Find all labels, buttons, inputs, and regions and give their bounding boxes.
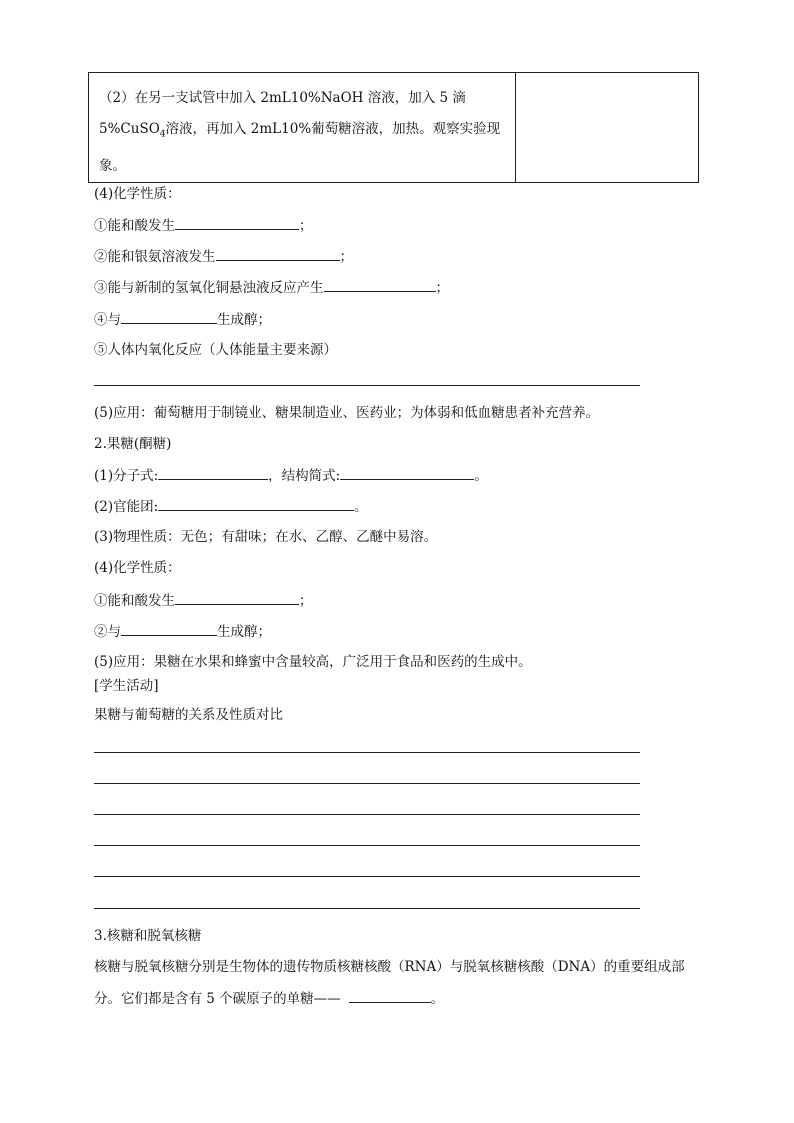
prop-label: ②与 [94,624,121,640]
cell-text-line-1: （2）在另一支试管中加入 2mL10%NaOH 溶液，加入 5 滴 [99,90,466,106]
activity-prompt: 果糖与葡萄糖的关系及性质对比 [94,707,283,723]
formula-suffix: 。 [474,468,488,484]
fill-blank[interactable] [175,215,299,230]
ribose-title: 3.核糖和脱氧核糖 [94,928,202,944]
formula-label: (1)分子式: [94,468,159,484]
prop-label: ①能和酸发生 [94,593,175,609]
ribose-paragraph-line-1: 核糖与脱氧核糖分别是生物体的遗传物质核糖核酸（RNA）与脱氧核糖核酸（DNA）的重要组成部 [94,959,685,975]
fill-blank[interactable] [158,496,354,511]
fructose-prop-2 [94,621,271,642]
glucose-chem-title: (4)化学性质： [94,186,181,202]
glucose-prop-4 [94,309,271,330]
prop-label: ②能和银氨溶液发生 [94,249,216,265]
glucose-prop-5: ⑤人体内氧化反应（人体能量主要来源） [94,342,337,358]
prop-suffix: 生成醇； [217,312,271,328]
cell-text-line-3: 象。 [99,157,126,174]
answer-line[interactable] [94,783,640,784]
fill-blank[interactable] [158,465,268,480]
answer-line[interactable] [94,814,640,815]
fructose-chem-title: (4)化学性质： [94,560,181,576]
answer-line[interactable] [94,385,640,386]
fructose-title: 2.果糖(酮糖) [94,436,172,452]
fructose-use: (5)应用：果糖在水果和蜂蜜中含量较高，广泛用于食品和医药的生成中。 [94,654,532,670]
prop-suffix: ； [299,218,313,234]
answer-line[interactable] [94,908,640,909]
activity-label: [学生活动] [94,678,159,694]
cell-text-line-2b: 溶液，再加入 2mL10%葡萄糖溶液，加热。观察实验现 [165,121,501,137]
prop-label: ③能与新制的氢氧化铜悬浊液反应产生 [94,280,324,296]
ribose-text: 分。它们都是含有 5 个碳原子的单糖—— [94,991,341,1007]
glucose-prop-3 [94,277,449,298]
ribose-paragraph-line-2 [94,988,444,1009]
experiment-step-cell [89,73,516,183]
ribose-suffix: 。 [430,991,445,1007]
fill-blank[interactable] [324,277,436,292]
prop-label: ①能和酸发生 [94,218,175,234]
fill-blank[interactable] [175,590,299,605]
fructose-physical: (3)物理性质：无色；有甜味；在水、乙醇、乙醚中易溶。 [94,529,438,545]
glucose-prop-1 [94,215,313,236]
glucose-prop-2 [94,246,353,267]
prop-suffix: 生成醇； [217,624,271,640]
experiment-table [88,72,699,183]
table-row [89,73,699,183]
fill-blank[interactable] [340,465,474,480]
prop-suffix: ； [339,249,353,265]
subscript-4: 4 [159,129,166,140]
fg-label: (2)官能团: [94,499,159,515]
prop-suffix: ； [435,280,449,296]
fill-blank[interactable] [216,246,340,261]
prop-label: ④与 [94,312,121,328]
fg-suffix: 。 [354,499,368,515]
fill-blank[interactable] [121,309,217,324]
fill-blank[interactable] [121,621,217,636]
cell-text-line-2a: 5%CuSO [99,121,160,137]
structure-label: ，结构简式: [268,468,341,484]
prop-suffix: ； [299,593,313,609]
fructose-formula [94,465,488,486]
glucose-use: (5)应用：葡萄糖用于制镜业、糖果制造业、医药业；为体弱和低血糖患者补充营养。 [94,405,600,421]
answer-line[interactable] [94,845,640,846]
answer-line[interactable] [94,876,640,877]
answer-line[interactable] [94,752,640,753]
fructose-functional-group [94,496,368,517]
fructose-prop-1 [94,590,313,611]
fill-blank[interactable] [349,988,431,1003]
cell-text-line-2 [99,114,507,151]
observation-cell [516,73,699,183]
